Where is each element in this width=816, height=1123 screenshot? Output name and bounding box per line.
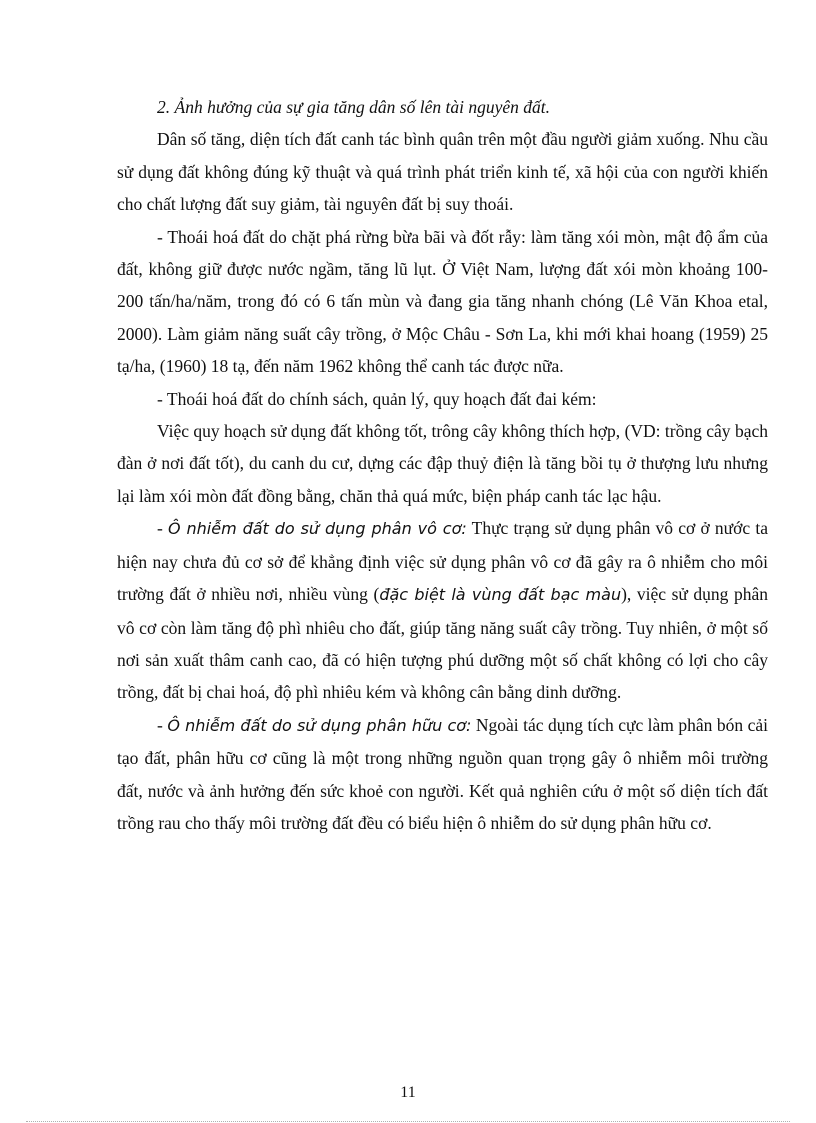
organic-fertilizer-text: Ngoài tác dụng tích cực làm phân bón cải tạo đất, phân hữu cơ cũng là một trong những nguồn quan trọng gây ô nhiễm môi trường đất, nước và ảnh hưởng đến sức khoẻ con người. Kết quả nghiên cứu ở một số diện tích đất trồng rau cho thấy môi trường đất đều có biểu hiện ô nhiễm do sử dụng phân hữu cơ. — [117, 714, 769, 833]
paragraph-policy-heading: - Thoái hoá đất do chính sách, quản lý, quy hoạch đất đai kém: — [157, 388, 597, 409]
organic-fertilizer-label: Ô nhiễm đất do sử dụng phân hữu cơ: — [167, 715, 472, 735]
inorganic-fertilizer-label: Ô nhiễm đất do sử dụng phân vô cơ: — [168, 519, 467, 539]
section-heading: 2. Ảnh hưởng của sự gia tăng dân số lên tài nguyên đất. — [157, 97, 550, 117]
paragraph-inorganic-lead: - — [157, 518, 169, 539]
page-bottom-divider — [26, 1121, 790, 1122]
inorganic-fertilizer-emphasis: đặc biệt là vùng đất bạc màu — [379, 585, 622, 605]
paragraph-inorganic-fertilizer — [117, 512, 768, 708]
paragraph-organic-fertilizer — [117, 709, 768, 840]
paragraph-organic-lead: - — [157, 714, 168, 735]
document-page — [117, 91, 768, 839]
paragraph-deforestation: - Thoái hoá đất do chặt phá rừng bừa bãi và đốt rẫy: làm tăng xói mòn, mật độ ẩm của đất, không giữ được nước ngầm, tăng lũ lụt. Ở Việt Nam, lượng đất xói mòn khoảng 100-200 tấn/ha/năm, trong đó có 6 tấn mùn và đang gia tăng nhanh chóng (Lê Văn Khoa etal, 2000). Làm giảm năng suất cây trồng, ở Mộc Châu - Sơn La, khi mới khai hoang (1959) 25 tạ/ha, (1960) 18 tạ, đến năm 1962 không thể canh tác được nữa. — [117, 226, 768, 377]
paragraph-population-land: Dân số tăng, diện tích đất canh tác bình quân trên một đầu người giảm xuống. Nhu cầu sử dụng đất không đúng kỹ thuật và quá trình phát triển kinh tế, xã hội của con người khiến cho chất lượng đất suy giảm, tài nguyên đất bị suy thoái. — [117, 129, 768, 215]
inorganic-fertilizer-text-1: Thực trạng sử dụng phân vô cơ ở nước ta hiện nay chưa đủ cơ sở để khẳng định việc sử dụng phân vô cơ đã gây ra ô nhiễm cho môi trường đất ở nhiều nơi, nhiều vùng ( — [117, 518, 768, 605]
inorganic-fertilizer-text-2: ), việc sử dụng phân vô cơ còn làm tăng độ phì nhiêu cho đất, giúp tăng năng suất cây trồng. Tuy nhiên, ở một số nơi sản xuất thâm canh cao, đã có hiện tượng phú dưỡng một số chất không có lợi cho cây trồng, đất bị chai hoá, độ phì nhiêu kém và không cân bằng dinh dưỡng. — [117, 584, 768, 703]
page-number: 11 — [400, 1084, 416, 1101]
paragraph-planning: Việc quy hoạch sử dụng đất không tốt, trông cây không thích hợp, (VD: trồng cây bạch đàn ở nơi đất tốt), du canh du cư, dựng các đập thuỷ điện là tăng bồi tụ ở thượng lưu nhưng lại làm xói mòn đất đồng bằng, chăn thả quá mức, biện pháp canh tác lạc hậu. — [117, 421, 768, 506]
